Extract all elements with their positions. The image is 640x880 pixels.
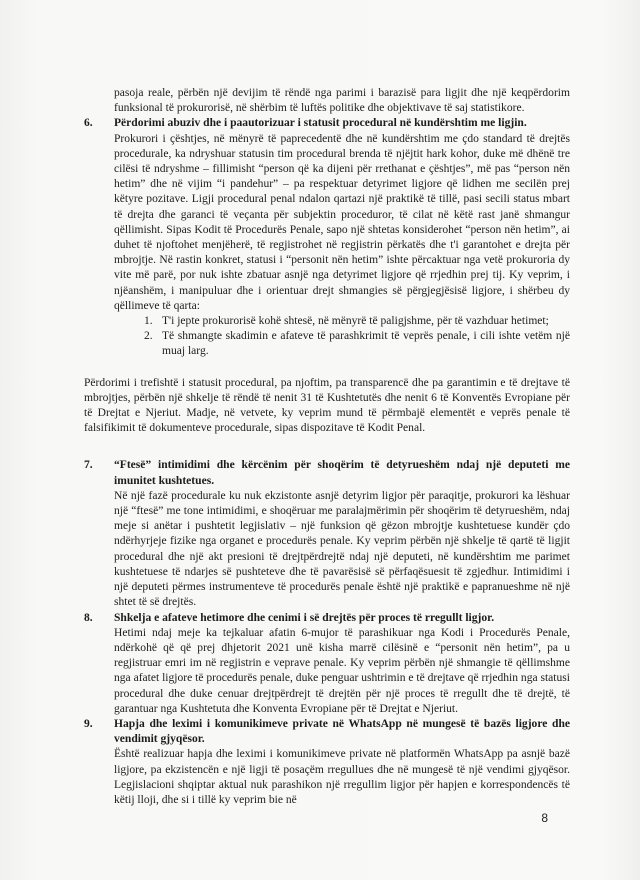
numbered-list [114,314,570,360]
section-9 [84,717,570,808]
section-6 [84,116,570,359]
list-item-text: T'i jepte prokurorisë kohë shtesë, në mënyrë të paligjshme, për të vazhduar hetimet; [162,315,549,328]
section-number: 8. [84,611,93,624]
section-title: Hapja dhe leximi i komunikimeve private në WhatsApp në mungesë të bazës ligjore dhe vendimit gjyqësor. [114,717,570,746]
section-7 [84,458,570,610]
list-item-number: 2. [144,330,153,343]
list-item-text: Të shmangte skadimin e afateve të parashkrimit të veprës penale, i cili ishte vetëm një muaj larg. [162,330,570,358]
list-item [114,314,570,329]
list-item [114,329,570,359]
intro-paragraph: pasoja reale, përbën një devijim të rëndë nga parimi i barazisë para ligjit dhe një keqpërdorim funksional të prokurorisë, në shërbim të luftës politike dhe objektivave të saj statistikore. [114,87,570,115]
page-number: 8 [541,811,548,825]
section-title: Shkelja e afateve hetimore dhe cenimi i së drejtës për proces të rregullt ligjor. [114,611,495,624]
list-item-number: 1. [144,315,153,328]
section-number: 6. [84,117,93,130]
section-8 [84,611,570,717]
section-body: Është realizuar hapja dhe leximi i komunikimeve private në platformën WhatsApp pa asnjë bazë ligjore, pa ekzistencën e një ligji të posaçëm rregullues dhe në mungesë të një vendimi gjyqësor. Legjislacioni shqiptar aktual nuk parashikon një rregullim ligjor për hapjen e korrespondencës të këtij lloji, dhe si i tillë ky veprim bie në [114,748,570,806]
section-body: Prokurori i çështjes, në mënyrë të paprecedentë dhe në kundërshtim me çdo standard të drejtës procedurale, ka ndryshuar statusin tim procedural brenda të njëjtit hark kohor, duke më dhënë tre cilësi të ndryshme – fillimisht “person që ka dijeni për rrethanat e çështjes”, më pas “person nën hetim” dhe në vijim “i pandehur” – pa respektuar detyrimet ligjore që lidhen me secilën prej këtyre pozitave. Ligji procedural penal ndalon qartazi një praktikë të tillë, pasi secili status mbart të drejta dhe garanci të veçanta për subjektin proceduror, të cilat në këtë rast janë shmangur qëllimisht. Sipas Kodit të Procedurës Penale, sapo një shtetas konsiderohet “person nën hetim”, ai duhet të njoftohet menjëherë, të regjistrohet në regjistrin përkatës dhe t'i garantohet e drejta për mbrojtje. Në rastin konkret, statusi i “personit nën hetim” ishte përcaktuar nga vetë prokuroria dy vite më parë, por nuk ishte zbatuar asnjë nga detyrimet ligjore që rrjedhin prej tij. Ky veprim, i njëanshëm, i manipuluar dhe i orientuar drejt shmangies së përgjegjësisë ligjore, i shërbeu dy qëllimeve të qarta: [114,132,570,312]
document-body [84,86,570,808]
standalone-paragraph: Përdorimi i trefishtë i statusit procedural, pa njoftim, pa transparencë dhe pa garantimin e të drejtave të mbrojtjes, përbën një shkelje të rëndë të nenit 31 të Kushtetutës dhe nenit 6 të Konventës Evropiane për të Drejtat e Njeriut. Madje, në vetvete, ky veprim mund të përmbajë elementët e veprës penale të falsifikimit të dokumenteve procedurale, sipas dispozitave të Kodit Penal. [84,376,570,435]
section-body: Në një fazë procedurale ku nuk ekzistonte asnjë detyrim ligjor për paraqitje, prokurori ka lëshuar një “ftesë” me tone intimidimi, e shoqëruar me paralajmërimin për shoqërim të detyrueshëm, ndaj meje si anëtar i pushtetit legjislativ – një funksion që gëzon mbrojtje kushtetuese kundër çdo ndërhyrjeje fizike nga organet e procedurës penale. Ky veprim përbën një shkelje të qartë të ligjit procedural dhe një akt presioni të drejtpërdrejtë ndaj një deputeti, në kundërshtim me parimet kushtetuese të ndarjes së pushteteve dhe të pavarësisë së përfaqësuesit të zgjedhur. Intimidimi i një deputeti përmes instrumenteve të procedurës penale është një praktikë e papranueshme në një shtet të së drejtës. [114,489,570,609]
section-body: Hetimi ndaj meje ka tejkaluar afatin 6-mujor të parashikuar nga Kodi i Procedurës Penale, ndërkohë që që prej dhjetorit 2021 unë kisha marrë cilësinë e “personit nën hetim”, pa u regjistruar emri im në regjistrin e veprave penale. Ky veprim përbën një shmangie të qëllimshme nga afatet ligjore të procedurës penale, duke penguar ushtrimin e të drejtave që rrjedhin nga statusi procedural dhe duke cenuar drejtpërdrejt të drejtën për një proces të rregullt dhe të drejtë, të garantuar nga Kushtetuta dhe Konventa Evropiane për të Drejtat e Njeriut. [114,626,570,715]
section-title: “Ftesë” intimidimi dhe kërcënim për shoqërim të detyrueshëm ndaj një deputeti me imunitet kushtetues. [114,459,570,487]
section-number: 9. [84,717,93,730]
section-number: 7. [84,459,93,472]
section-title: Përdorimi abuziv dhe i paautorizuar i statusit procedural në kundërshtim me ligjin. [114,117,527,130]
